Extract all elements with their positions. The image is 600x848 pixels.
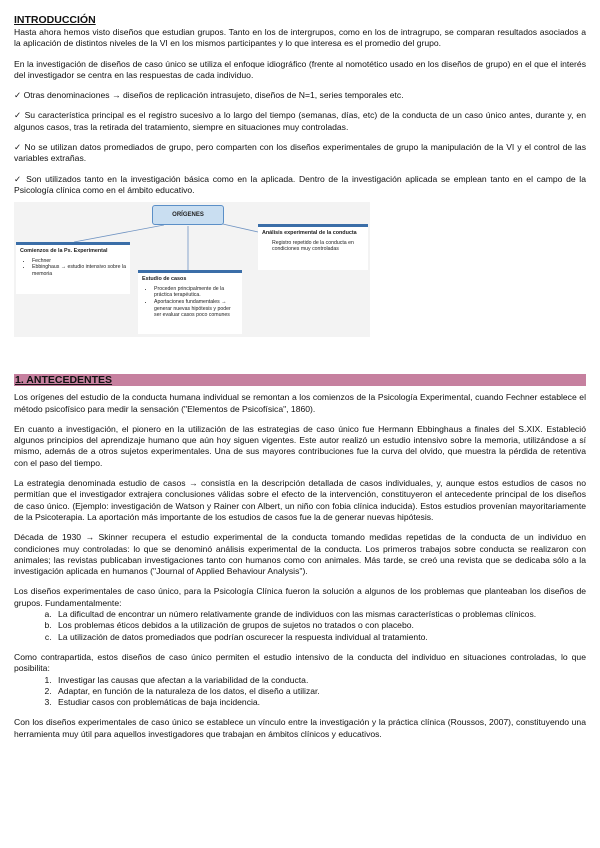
problems-list-item: a. La dificultad de encontrar un número relativamente grande de individuos con las mismas características o problemas clínicos.: [54, 609, 586, 620]
ps-experimental-item: • Fechner: [32, 258, 126, 265]
connector-left: [74, 225, 164, 242]
intro-check-denominaciones: ✓ Otras denominaciones → diseños de replicación intrasujeto, diseños de N=1, series temporales etc.: [14, 90, 404, 101]
antecedentes-paragraph-3: La estrategia denominada estudio de casos → consistía en la descripción detallada de casos individuales, y, aunque estos estudios de casos no permitían que el investigador extrajera conclusiones válidas sobre el efecto de la intervención, constituyeron el antecedente principal de los diseños de caso único. (Ejemplo: investigación de Watson y Rainer con Albert, un niño con fobia clínica inducida). Estos estudios provenían mayoritariamente de la Psicoterapia. La aportación más importante de los estudios de casos fue la de generar nuevas hipótesis.: [14, 478, 586, 522]
possibilities-list-item: 1. Investigar las causas que afectan a la variabilidad de la conducta.: [54, 675, 586, 686]
ps-experimental-title: Comienzos de la Ps. Experimental: [20, 248, 108, 255]
intro-check-caracteristica: ✓ Su característica principal es el registro sucesivo a lo largo del tiempo (semanas, días, etc) de la conducta de un caso único antes, durante y, en algunos casos, tras la retirada del tratamiento, siempre en situaciones muy controladas.: [14, 110, 586, 132]
estudio-casos-title: Estudio de casos: [142, 276, 187, 283]
problems-list-item: b. Los problemas éticos debidos a la utilización de grupos de sujetos no tratados o con placebo.: [54, 620, 586, 631]
intro-paragraph-1: Hasta ahora hemos visto diseños que estudian grupos. Tanto en los de intergrupos, como en los de intragrupo, se comparan resultados asociados a la aplicación de distintos niveles de la VI en los mismos participantes y lo que interesa es el promedio del grupo.: [14, 27, 586, 49]
antecedentes-paragraph-1: Los orígenes del estudio de la conducta humana individual se remontan a los comienzos de la Psicología Experimental, cuando Fechner establece el método psicofísico para medir la sensación ("Elementos de Psicofísica", 1860).: [14, 392, 586, 414]
analisis-experimental-title: Análisis experimental de la conducta: [262, 230, 357, 237]
antecedentes-paragraph-2: En cuanto a investigación, el pionero en la utilización de las estrategias de caso único fue Hermann Ebbinghaus a finales del S.XIX. Estableció algunos principios del aprendizaje humano que aún hoy siguen vigentes. Este autor realizó un estudio intensivo sobre la memoria, utilizándose a sí mismo, además de a otros sujetos experimentales. Una de sus mayores contribuciones fue la curva del olvido, que muestra la pérdida de retentiva con el paso del tiempo.: [14, 423, 586, 468]
intro-check-datos: ✓ No se utilizan datos promediados de grupo, pero comparten con los diseños experimentales de grupo la manipulación de la VI y el control de las variables extrañas.: [14, 142, 586, 164]
problems-list-item: c. La utilización de datos promediados que podrían oscurecer la respuesta individual al tratamiento.: [54, 632, 586, 643]
origenes-diagram: [14, 202, 370, 337]
possibilities-list-item: 3. Estudiar casos con problemáticas de baja incidencia.: [54, 697, 586, 708]
analisis-experimental-node: [258, 224, 368, 270]
ps-experimental-node: [16, 242, 130, 294]
estudio-casos-item: • Proceden principalmente de la práctica terapéutica.: [154, 286, 238, 299]
possibilities-list-item: 2. Adaptar, en función de la naturaleza de los datos, el diseño a utilizar.: [54, 686, 586, 697]
estudio-casos-node: [138, 270, 242, 334]
antecedentes-paragraph-6: Como contrapartida, estos diseños de caso único permiten el estudio intensivo de la conducta del individuo en situaciones controladas, lo que posibilita:: [14, 651, 586, 674]
intro-paragraph-2: En la investigación de diseños de caso único se utiliza el enfoque idiográfico (frente al nomotético usado en los diseños de grupo) en el que el interés del investigador se centra en las respuestas de cada individuo.: [14, 58, 586, 80]
analisis-experimental-text: Registro repetido de la conducta en condiciones muy controladas: [272, 239, 354, 253]
estudio-casos-item: • Aportaciones fundamentales → generar nuevas hipótesis y poder ser evaluar casos poco comunes: [154, 299, 238, 319]
document-page: [14, 14, 586, 740]
origenes-node: ORÍGENES: [152, 205, 224, 225]
antecedentes-paragraph-7: Con los diseños experimentales de caso único se establece un vínculo entre la investigación y la práctica clínica (Roussos, 2007), constituyendo una herramienta muy útil para aquellos investigadores que trabajan en ámbitos clínicos y educativos.: [14, 717, 586, 739]
ps-experimental-item: • Ebbinghaus → estudio intensivo sobre la memoria: [32, 264, 126, 277]
possibilities-list: [14, 675, 586, 709]
antecedentes-paragraph-4: Década de 1930 → Skinner recupera el estudio experimental de la conducta tomando medidas repetidas de la conducta de un individuo en condiciones muy controladas: lo que se denominó análisis experimental de la conducta. Los primeros trabajos sobre conducta se realizaron con animales; las revistas publicaban investigaciones tanto con humanos como con animales. Más tarde, se creó una revista que se dedicaba sólo a la investigación aplicada en humanos ("Journal of Applied Behaviour Analysis").: [14, 532, 586, 577]
intro-check-investigacion: ✓ Son utilizados tanto en la investigación básica como en la aplicada. Dentro de la investigación aplicada se emplean tanto en el campo de la Psicología clínica como en el ámbito educativo.: [14, 173, 586, 195]
problems-list: [14, 609, 586, 643]
antecedentes-paragraph-5: Los diseños experimentales de caso único, para la Psicología Clínica fueron la solución a algunos de los problemas que planteaban los diseños de grupos. Fundamentalmente:: [14, 586, 586, 608]
intro-heading: INTRODUCCIÓN: [14, 14, 96, 26]
antecedentes-heading: 1. ANTECEDENTES: [14, 374, 586, 386]
